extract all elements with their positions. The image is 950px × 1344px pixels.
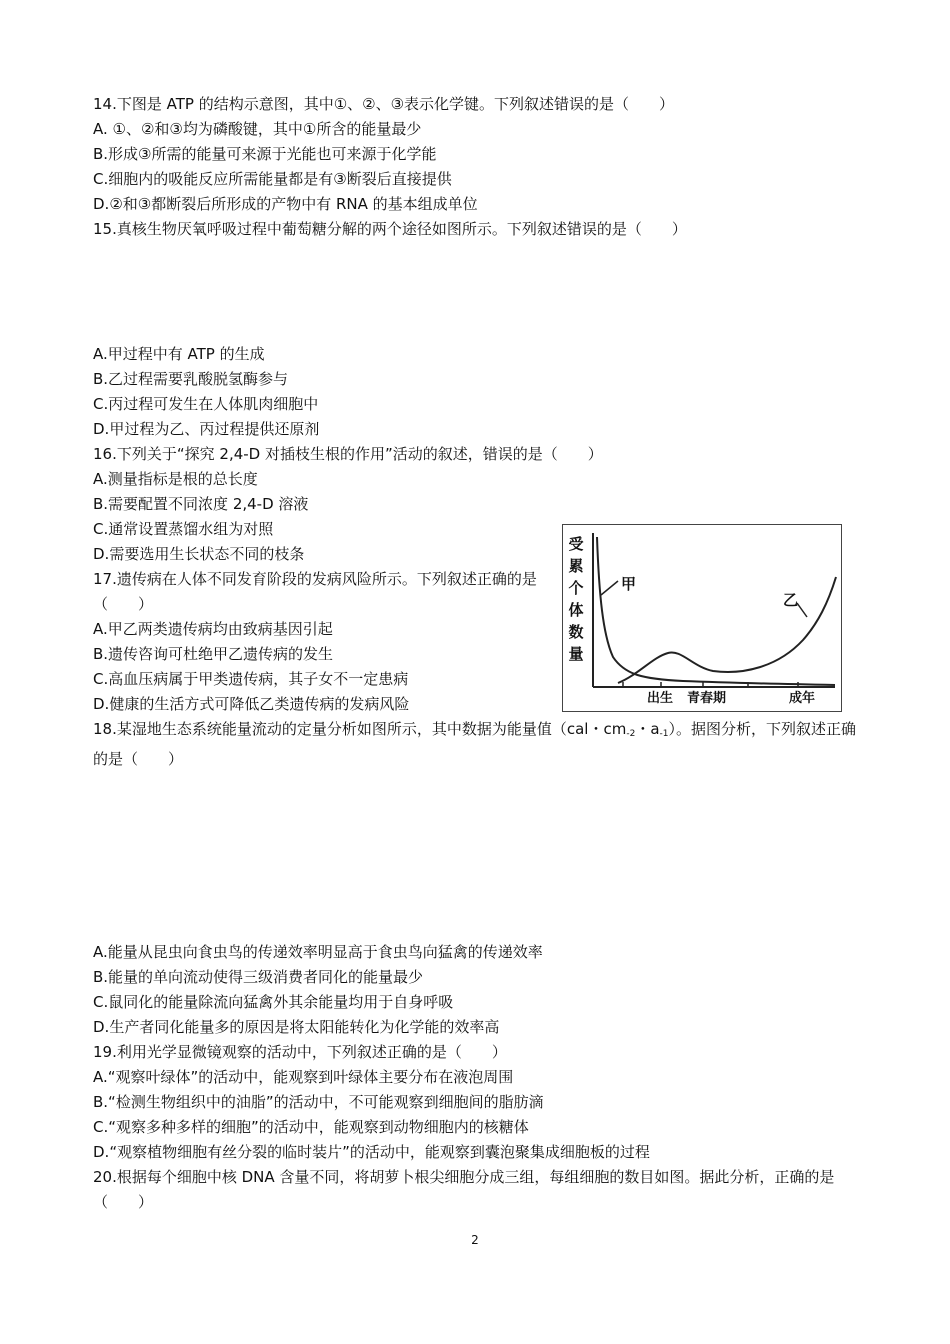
q19-option-c: C.“观察多种多样的细胞”的活动中，能观察到动物细胞内的核糖体 (93, 1118, 529, 1136)
q20-stem: 20.根据每个细胞中核 DNA 含量不同，将胡萝卜根尖细胞分成三组，每组细胞的数目如图。据此分析，正确的是（ ） (93, 1168, 835, 1211)
q19-option-d: D.“观察植物细胞有丝分裂的临时装片”的活动中，能观察到囊泡聚集成细胞板的过程 (93, 1143, 650, 1161)
x-tick-label-birth: 出生 (647, 691, 674, 706)
q18-stem-part3: ）。据图分析，下列叙述正确的是（ ） (93, 720, 857, 768)
q19-option-a: A.“观察叶绿体”的活动中，能观察到叶绿体主要分布在液泡周围 (93, 1068, 514, 1086)
chart-plot (563, 525, 841, 711)
page-number: 2 (471, 1233, 479, 1247)
series-jia-curve (597, 537, 835, 685)
series-yi-curve (618, 577, 836, 683)
series-jia-label: 甲 (621, 575, 637, 593)
q15-stem: 15.真核生物厌氧呼吸过程中葡萄糖分解的两个途径如图所示。下列叙述错误的是（ ） (93, 220, 687, 238)
q17-stem: 17.遗传病在人体不同发育阶段的发病风险所示。下列叙述正确的是（ ） (93, 570, 537, 613)
q15-option-d: D.甲过程为乙、丙过程提供还原剂 (93, 420, 320, 438)
q18-option-c: C.鼠同化的能量除流向猛禽外其余能量均用于自身呼吸 (93, 993, 454, 1011)
q14-option-b: B.形成③所需的能量可来源于光能也可来源于化学能 (93, 145, 437, 163)
q16-option-b: B.需要配置不同浓度 2,4-D 溶液 (93, 495, 309, 513)
y-axis-label: 受累个体数量 (568, 535, 584, 663)
q16-option-d: D.需要选用生长状态不同的枝条 (93, 545, 305, 563)
q14-option-d: D.②和③都断裂后所形成的产物中有 RNA 的基本组成单位 (93, 195, 478, 213)
q14-option-c: C.细胞内的吸能反应所需能量都是有③断裂后直接提供 (93, 170, 452, 188)
q17-option-b: B.遗传咨询可杜绝甲乙遗传病的发生 (93, 645, 334, 663)
series-yi-pointer (797, 603, 807, 617)
q18-option-b: B.能量的单向流动使得三级消费者同化的能量最少 (93, 968, 424, 986)
q16-option-c: C.通常设置蒸馏水组为对照 (93, 520, 274, 538)
q18-stem-part1: 18.某湿地生态系统能量流动的定量分析如图所示，其中数据为能量值（cal・cm (93, 720, 627, 738)
q19-stem: 19.利用光学显微镜观察的活动中，下列叙述正确的是（ ） (93, 1043, 507, 1061)
q16-stem: 16.下列关于“探究 2,4-D 对插枝生根的作用”活动的叙述，错误的是（ ） (93, 445, 603, 463)
q18-option-a: A.能量从昆虫向食虫鸟的传递效率明显高于食虫鸟向猛禽的传递效率 (93, 943, 543, 961)
q17-option-a: A.甲乙两类遗传病均由致病基因引起 (93, 620, 333, 638)
q18-stem (93, 717, 863, 772)
q19-option-b: B.“检测生物组织中的油脂”的活动中，不可能观察到细胞间的脂肪滴 (93, 1093, 544, 1111)
x-tick-label-adult: 成年 (789, 691, 816, 706)
q18-option-d: D.生产者同化能量多的原因是将太阳能转化为化学能的效率高 (93, 1018, 500, 1036)
x-tick-label-puberty: 青春期 (687, 691, 727, 706)
q18-unit-exp2: -1 (659, 729, 669, 739)
q17-option-d: D.健康的生活方式可降低乙类遗传病的发病风险 (93, 695, 410, 713)
q16-option-a: A.测量指标是根的总长度 (93, 470, 258, 488)
q18-unit-exp1: -2 (626, 729, 636, 739)
q15-option-c: C.丙过程可发生在人体肌肉细胞中 (93, 395, 319, 413)
q14-stem: 14.下图是 ATP 的结构示意图，其中①、②、③表示化学键。下列叙述错误的是（ ） (93, 95, 675, 113)
series-jia-pointer (601, 581, 618, 595)
q17-option-c: C.高血压病属于甲类遗传病，其子女不一定患病 (93, 670, 409, 688)
q15-option-a: A.甲过程中有 ATP 的生成 (93, 345, 265, 363)
q15-option-b: B.乙过程需要乳酸脱氢酶参与 (93, 370, 289, 388)
q14-option-a: A. ①、②和③均为磷酸键，其中①所含的能量最少 (93, 120, 422, 138)
q18-stem-part2: ・a (635, 720, 660, 738)
disease-risk-chart (562, 524, 842, 712)
series-yi-label: 乙 (783, 591, 799, 609)
